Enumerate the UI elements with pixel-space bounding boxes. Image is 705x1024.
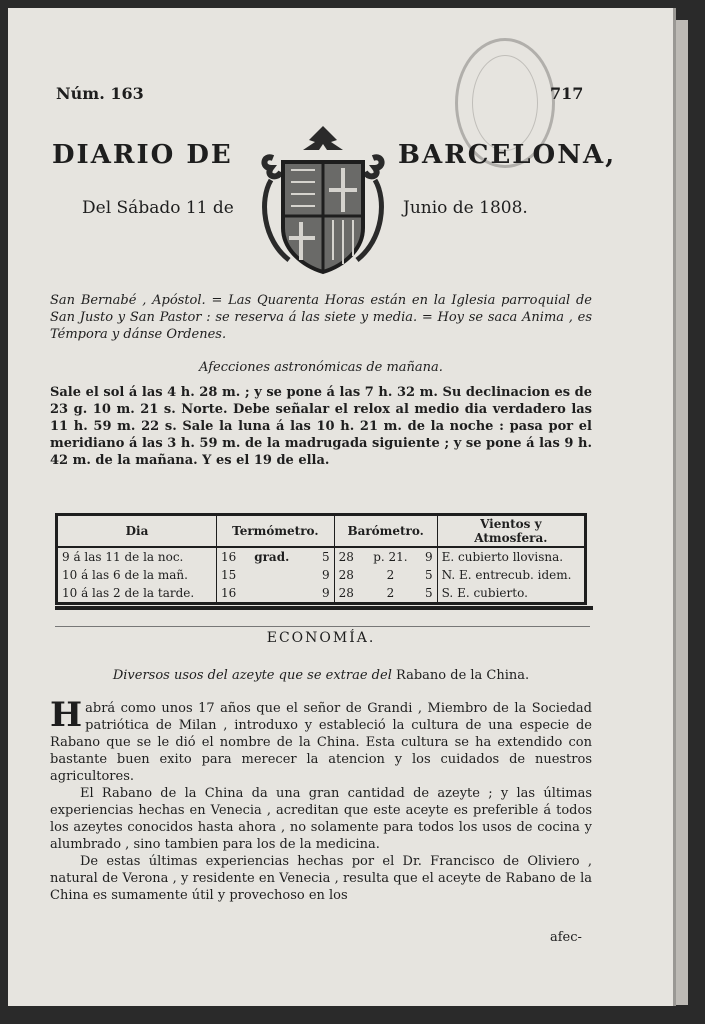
article-title (50, 668, 592, 683)
article-paragraph-3: De estas últimas experiencias hechas por el Dr. Francisco de Oliviero , natural de Verona , y residente en Venecia , resulta que el aceyte de Rabano de la China es sumamente útil y provechoso en los (50, 854, 592, 903)
cell-baro-frac: 5 (425, 586, 433, 600)
masthead-title-right: BARCELONA, (398, 140, 617, 170)
cell-baro-lines: 2 (386, 568, 395, 582)
coat-of-arms-emblem (253, 120, 393, 278)
section-heading: ECONOMÍA. (266, 630, 376, 646)
cell-viento: E. cubierto llovisna. (437, 547, 585, 566)
table-row (57, 547, 586, 566)
cell-baro-lines: p. 21. (373, 550, 408, 564)
masthead-title-left: DIARIO DE (52, 140, 233, 170)
cell-baro: 28 (334, 566, 364, 584)
cell-dia: 10 á las 2 de la tarde. (57, 584, 217, 604)
article-body (50, 695, 592, 904)
cell-baro-frac: 9 (425, 550, 433, 564)
article-title-italic: Diversos usos del azeyte que se extrae del (112, 668, 392, 683)
cell-temp: 16 (217, 547, 251, 566)
cell-baro: 28 (334, 584, 364, 604)
cell-dia: 9 á las 11 de la noc. (57, 547, 217, 566)
cell-temp-frac: 9 (322, 568, 330, 582)
table-row (57, 566, 586, 584)
date-left: Del Sábado 11 de (82, 198, 234, 218)
cell-temp: 16 (217, 584, 251, 604)
cell-viento: S. E. cubierto. (437, 584, 585, 604)
drop-cap: H (50, 695, 83, 735)
article-title-roman: Rabano de la China. (396, 668, 530, 683)
weather-table-header (57, 515, 586, 548)
date-right: Junio de 1808. (403, 198, 528, 218)
page-number: 717 (550, 84, 584, 103)
cell-temp-frac: 9 (322, 586, 330, 600)
paragraph-1-text: abrá como unos 17 años que el señor de Grandi , Miembro de la Sociedad patriótica de Milan , introduxo y estableció la cultura de una especie de Rabano que se le dió el nombre de la China. Esta cultura se ha extendido con bastante buen exito para merecer la atencion y los cuidados de nuestros agricultores. (50, 701, 592, 784)
saints-notice: San Bernabé , Apóstol. = Las Quarenta Horas están en la Iglesia parroquial de San Justo y San Pastor : se reserva á las siete y media. = Hoy se saca Anima , es Témpora y dánse Ordenes. (50, 293, 592, 342)
page-edge (676, 20, 688, 1005)
cell-dia: 10 á las 6 de la mañ. (57, 566, 217, 584)
cell-baro-lines: 2 (386, 586, 395, 600)
cell-temp-frac: 5 (322, 550, 330, 564)
catchword: afec- (550, 930, 582, 945)
weather-table (55, 513, 587, 605)
cell-temp-unit (250, 584, 311, 604)
article-paragraph-1 (50, 695, 592, 785)
article-paragraph-2: El Rabano de la China da una gran cantidad de azeyte ; y las últimas experiencias hechas en Venecia , acreditan que este aceyte es preferible á todos los azeytes conocidos hasta ahora , no solamente para todos los usos de cocina y alumbrado , sino tambien para los de la medicina. (50, 786, 592, 852)
table-bottom-rule (55, 606, 593, 610)
col-termometro: Termómetro. (217, 515, 335, 548)
cell-temp-unit (250, 566, 311, 584)
col-barometro: Barómetro. (334, 515, 437, 548)
cell-temp-unit: grad. (254, 550, 290, 564)
cell-viento: N. E. entrecub. idem. (437, 566, 585, 584)
cell-temp: 15 (217, 566, 251, 584)
col-vientos: Vientos y Atmosfera. (437, 515, 585, 548)
table-row (57, 584, 586, 604)
col-dia: Dia (57, 515, 217, 548)
issue-number: Núm. 163 (56, 84, 144, 103)
cell-baro-frac: 5 (425, 568, 433, 582)
section-divider (55, 626, 590, 627)
cell-baro: 28 (334, 547, 364, 566)
astronomy-text: Sale el sol á las 4 h. 28 m. ; y se pone á las 7 h. 32 m. Su declinacion es de 23 g. 10 m. 21 s. Norte. Debe señalar el relox al medio dia verdadero las 11 h. 59 m. 22 s. Sale la luna á las 10 h. 21 m. de la noche : pasa por el meridiano á las 3 h. 59 m. de la madrugada siguiente ; y se pone á las 9 h. 42 m. de la mañana. Y es el 19 de ella. (50, 385, 592, 468)
astronomy-heading: Afecciones astronómicas de mañana. (199, 360, 443, 375)
